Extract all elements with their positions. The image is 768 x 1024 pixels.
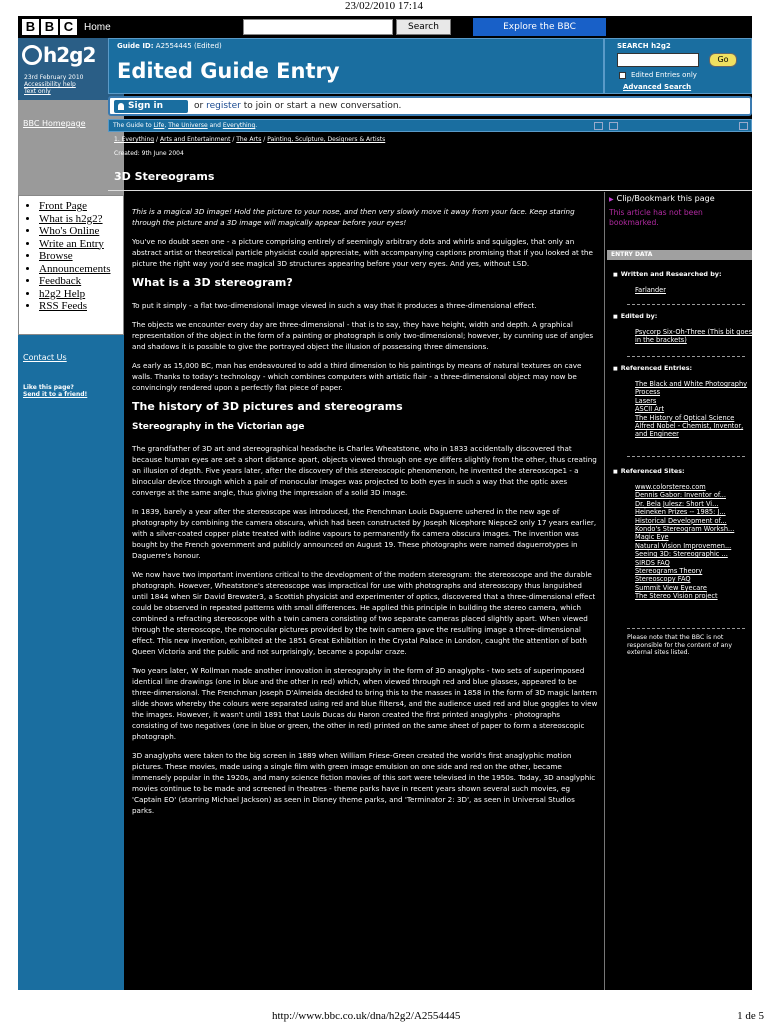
referenced-site-link[interactable]: Stereoscopy FAQ [635,575,691,584]
referenced-site-link[interactable]: Kondo's Stereogram Worksh... [635,525,735,534]
tagline-and: and [209,122,221,129]
subsection-heading: Stereography in the Victorian age [132,422,305,432]
edited-by-heading: ■ Edited by: [613,312,752,320]
page-title: Edited Guide Entry [117,59,340,83]
logo-date-block [24,74,83,95]
breadcrumb: 1. Everything / Arts and Entertainment / The Arts / Painting, Sculpture, Designers & Artists [114,136,386,143]
article-paragraph: In 1839, barely a year after the stereoscope was introduced, the Frenchman Louis Daguerre ushered in the new age of photography by combining the camera obscura, which had been constructed by Joseph Nicephore Niepce2 only 17 years earlier, with a silver-coated copper plate treated with iodine vapours to permanently fix camera obscura images. The invention was bought by the French government and publicly announced on August 19. These photographs were named daguerrotypes in Daguerre's honour. [132,507,597,560]
print-page-number: 1 de 5 [737,1010,764,1022]
article-title: 3D Stereograms [114,170,215,183]
breadcrumb-item[interactable]: Painting, Sculpture, Designers & Artists [267,136,386,143]
bbc-search-input[interactable] [243,19,393,35]
signin-text [194,101,401,111]
sign-in-button[interactable]: Sign in [114,100,188,113]
referenced-entries-heading: ■ Referenced Entries: [613,364,752,372]
article-paragraph: The grandfather of 3D art and stereographical headache is Charles Wheatstone, who in 1833 accidentally discovered that because human eyes are set a short distance apart, objects viewed through one eye differs slightly from the other, thus creating an illusion of depth. Five years later, after the discovery of this stereoscopic phenomenon, he invented the stereoscope1 - a binocular device through which a pair of monocular images was projected to both eyes in such a way that the optic axes converge at the same angle, thus giving the impression of a solid 3D image. [132,444,597,497]
referenced-sites-heading: ■ Referenced Sites: [613,467,734,475]
bbc-logo-letter: B [41,19,58,35]
nav-what-is-h2g2[interactable]: • What is h2g2? [39,213,123,226]
option-box[interactable] [609,122,618,130]
edited-only-label: Edited Entries only [631,71,697,79]
bbc-logo-letter: C [60,19,77,35]
article-paragraph: Two years later, W Rollman made another innovation in stereography in the form of 3D anaglyphs - two sets of superimposed identical line drawings (one in blue and the other in red) which, when viewed through red and blue glasses, appeared to be three-dimensional. The Frenchman Joseph D'Almeida decided to bring this to the masses in 1858 in the form of 3D magic lantern slide shows whereby the colours were separated using red and blue filters4, and the audience used red and blue goggles to view the images. However, it wasn't until 1891 that Louis Ducas du Haron created the first printed anaglyphs - photographs consisting of two negatives (one in blue or green, the other in red) printed on the same sheet of paper to form a stereoscopic photograph. [132,666,598,741]
bbc-logo-letter: B [22,19,39,35]
separator [627,456,745,457]
universe-link[interactable]: The Universe [168,122,208,129]
guide-id-label: Guide ID: [117,42,154,50]
left-sidebar [18,38,124,990]
nav-announcements[interactable]: • Announcements [39,263,123,276]
print-url: http://www.bbc.co.uk/dna/h2g2/A2554445 [272,1010,461,1022]
nav-browse[interactable]: • Browse [39,250,123,263]
referenced-entry-link[interactable]: ASCII Art [635,405,665,414]
option-box[interactable] [739,122,748,130]
author-link[interactable]: Farlander [635,286,666,294]
divider [108,190,752,191]
explore-bbc-button[interactable]: Explore the BBC [473,18,606,36]
referenced-site-link[interactable]: The Stereo Vision project [635,592,718,601]
article-paragraph: To put it simply - a flat two-dimensional image viewed in such a way that it produces a three-dimensional effect. [132,301,537,310]
article-paragraph: We now have two important inventions critical to the development of the modern stereogram: the stereoscope and the durable photograph. However, Wheatstone's stereoscope was impractical for use with photographs and stereoscopy thus languished until 1844 when Sir David Brewster3, a Scottish physicist and experimenter of optics, discovered that a three-dimensional effect could be observed in repeated patterns with small differences. He applied this principle in building the stereo camera, which combined a refracting stereoscope with a twin camera consisting of two separate cameras placed slightly apart. When viewed through the stereoscope, the monocular pictures provided by the twin camera gave the resulting image a three-dimensional effect. This new invention, exhibited at the 1851 Great Exhibition in the Crystal Palace in London, caught the attention of both Queen Victoria and the public and not surprisingly, became a popular craze. [132,570,596,656]
tagline-pre: The Guide to [113,122,152,129]
main-nav [18,195,124,335]
referenced-entry-link[interactable]: The Black and White Photography Process [635,380,748,397]
everything-link[interactable]: Everything [222,122,256,129]
referenced-entry-link[interactable]: The History of Optical Science [635,413,735,422]
separator [627,304,745,305]
h2g2-search-label: SEARCH h2g2 [617,42,671,50]
breadcrumb-item[interactable]: Arts and Entertainment [159,136,231,143]
h2g2-swirl-icon [22,45,42,65]
referenced-site-link[interactable]: Stereograms Theory [635,567,703,576]
article-intro: This is a magical 3D image! Hold the picture to your nose, and then very slowly move it away from your face. Keep staring through the picture and a 3D image will magically appear before your eyes! [132,207,575,227]
bbc-logo[interactable] [22,19,77,35]
like-page-block [23,384,87,398]
external-sites-note: Please note that the BBC is not responsible for the content of any external sites listed. [627,634,732,657]
edited-only-checkbox[interactable] [619,72,626,79]
page-frame [18,16,752,990]
guide-id-value: A2554445 (Edited) [155,42,222,50]
guide-tagline: The Guide to Life, The Universe and Everything. [113,122,258,129]
article-body [132,206,598,824]
current-date: 23rd February 2010 [24,74,84,81]
edited-by-section [613,312,752,345]
article-paragraph: The objects we encounter every day are three-dimensional - that is to say, they have height, width and depth. A graphical representation of the object in the form of a painting or photograph is only two-dimensional; however, by cunning use of angles and shadows it is possible to give the portrayed object the illusion of possessing three dimensions. [132,320,594,351]
nav-rss-feeds[interactable]: • RSS Feeds [39,300,123,313]
bbc-top-bar [18,16,752,38]
referenced-site-link[interactable]: Dr. Bela Julesz: Short Vi... [635,499,719,508]
h2g2-logo-text: h2g2 [43,43,96,67]
referenced-entry-link[interactable]: Alfred Nobel - Chemist, Inventor, and Engineer [635,422,744,439]
guide-id [117,42,222,50]
written-by-heading: ■ Written and Researched by: [613,270,722,278]
guide-tagline-bar [108,119,752,132]
grey-panel [18,100,124,204]
h2g2-search-go-button[interactable]: Go [709,53,737,67]
column-divider [604,192,605,990]
section-heading: What is a 3D stereogram? [132,276,293,289]
section-heading: The history of 3D pictures and stereograms [132,400,403,413]
breadcrumb-item[interactable]: The Arts [236,136,262,143]
contact-us-link[interactable]: Contact Us [23,353,67,362]
referenced-entry-link[interactable]: Lasers [635,396,657,405]
like-page-text: Like this page? [23,384,74,391]
option-box[interactable] [594,122,603,130]
signin-rest: to join or start a new conversation. [243,101,402,111]
h2g2-search-panel [604,38,752,94]
signin-or: or [194,101,204,111]
home-link[interactable]: Home [84,22,111,33]
referenced-site-link[interactable]: Magic Eye [635,533,669,542]
nav-front-page[interactable]: • Front Page [39,200,123,213]
referenced-site-link[interactable]: www.colorstereo.com [635,483,706,491]
nav-whos-online[interactable]: • Who's Online [39,225,123,238]
nav-write-entry[interactable]: • Write an Entry [39,238,123,251]
entry-header [108,38,604,94]
referenced-site-link[interactable]: Historical Development of... [635,516,727,525]
separator [627,356,745,357]
life-link[interactable]: Life [153,122,165,129]
referenced-site-link[interactable]: Dennis Gabor: Inventor of... [635,491,726,500]
signin-bar [108,96,752,116]
article-paragraph: 3D anaglyphs were taken to the big screen in 1889 when William Friese-Green created the world's first anaglyphic motion pictures. These movies, made using a single film with green image emulsion on one side and red on the other, became immensely popular in the 1920s, and many science fiction movies of this sort were televised in the 1950s. Today, 3D anaglyphic movies continue to be made and screened in theatres - theme parks have in recent years shown several such movies, eg 'Captain EO' (starring Michael Jackson) as seen in Disney theme parks, and 'Terminator 2: 3D', as seen in Universal Studios parks. [132,751,596,815]
article-paragraph: As early as 15,000 BC, man has endeavoured to add a third dimension to his paintings by means of natural textures on cave walls. Thanks to today's technology - which combines computers with artistic flair - a three-dimensional object may now be convincingly rendered upon a perfectly flat piece of paper. [132,361,582,392]
nav-feedback[interactable]: • Feedback [39,275,123,288]
referenced-site-link[interactable]: Heineken Prizes -- 1985: J... [635,508,726,517]
editor-link[interactable]: Psycorp Six-Oh-Three (This bit goes in the brackets) [635,328,752,345]
referenced-entries-section [613,364,752,439]
clip-bookmark-link[interactable]: ▶ Clip/Bookmark this page [609,194,715,203]
written-by-section [613,270,722,294]
separator [627,628,745,629]
entry-data-header: ENTRY DATA [607,250,752,260]
referenced-sites-section [613,467,734,601]
text-only-link[interactable]: Text only [24,88,51,95]
referenced-site-link[interactable]: Natural Vision Improvemen... [635,541,732,550]
print-header-datetime: 23/02/2010 17:14 [345,0,423,12]
advanced-search-link[interactable]: Advanced Search [623,83,692,91]
accessibility-help-link[interactable]: Accessibility help [24,81,76,88]
h2g2-logo[interactable] [22,43,95,67]
article-paragraph: You've no doubt seen one - a picture comprising entirely of seemingly arbitrary dots and whirls and squiggles, that only an abstract artist or theoretical particle physicist could appreciate, with accompanying captions promising that if you looked at the picture the right way you'd see magical 3D structures appearing before your very eyes. And yes, without LSD. [132,237,593,268]
referenced-site-link[interactable]: Summit View Eyecare [635,583,707,592]
register-link[interactable]: register [206,101,241,111]
breadcrumb-item[interactable]: 1. Everything [114,136,155,143]
referenced-site-link[interactable]: Seeing 3D: Stereographic ... [635,550,728,559]
print-footer [0,1008,768,1024]
h2g2-search-input[interactable] [617,53,699,67]
not-bookmarked-notice: This article has not been bookmarked. [609,208,703,227]
bbc-search-button[interactable]: Search [396,19,451,35]
created-date: Created: 9th June 2004 [114,150,184,157]
send-to-friend-link[interactable]: Send it to a friend! [23,391,88,398]
referenced-site-link[interactable]: SIRDS FAQ [635,558,670,567]
bbc-homepage-link[interactable]: BBC Homepage [23,119,86,128]
nav-h2g2-help[interactable]: • h2g2 Help [39,288,123,301]
